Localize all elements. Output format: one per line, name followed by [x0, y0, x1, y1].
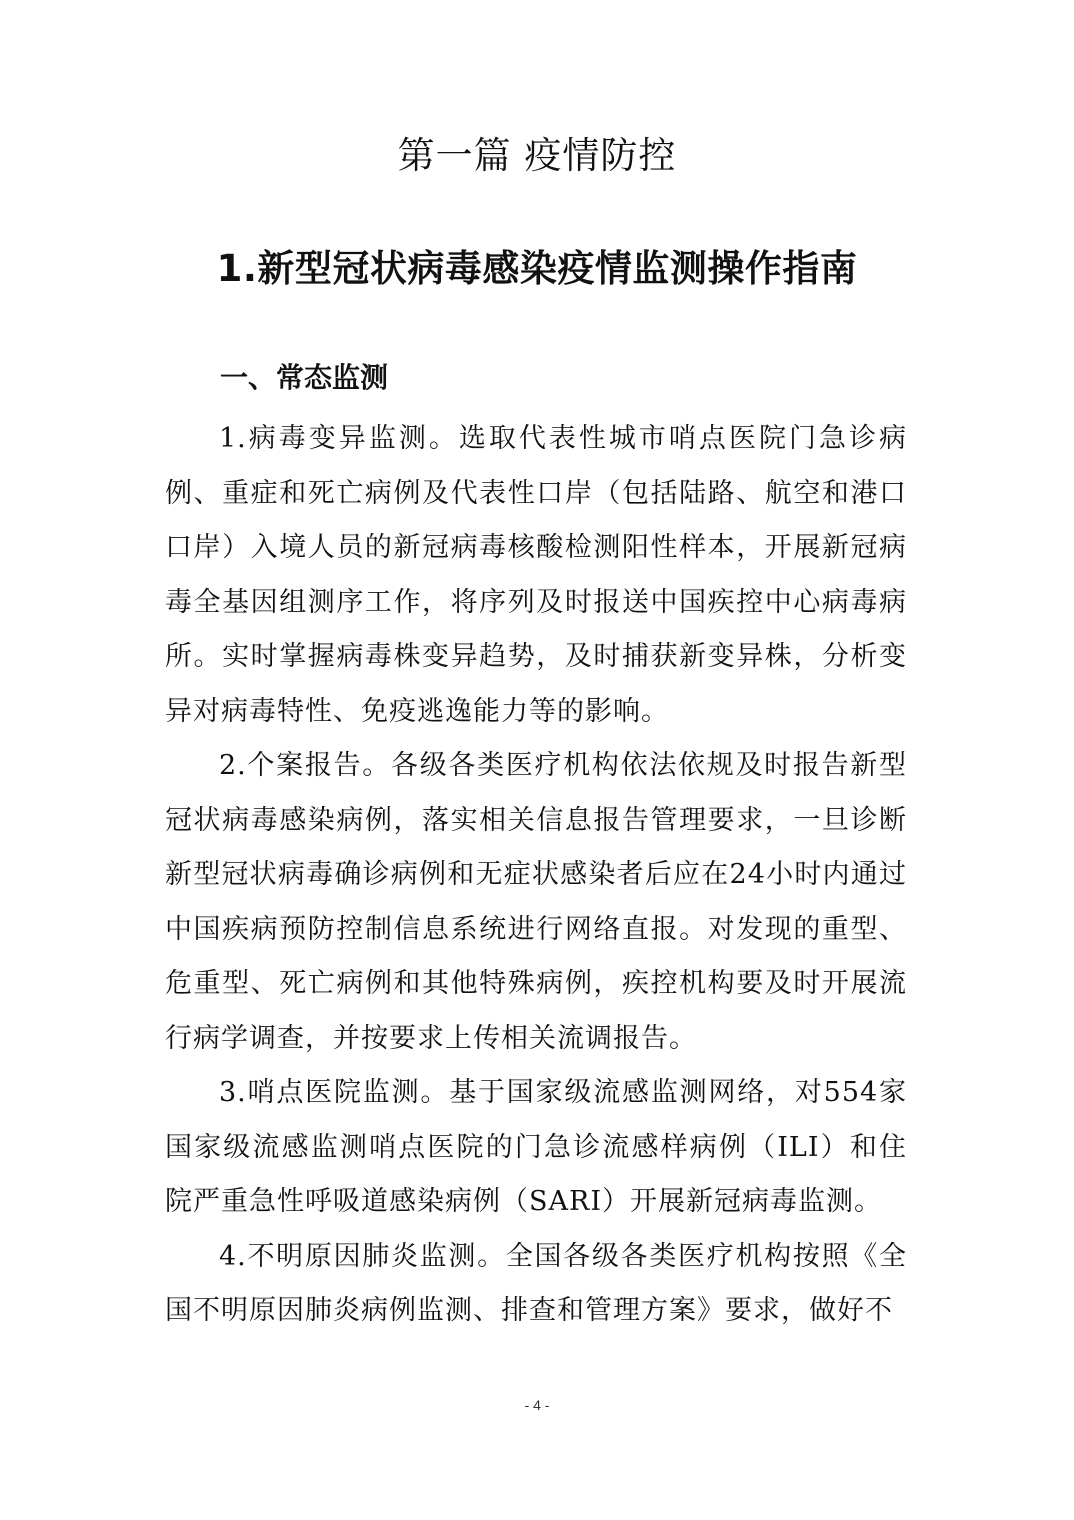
paragraph-case-reporting: 2.个案报告。各级各类医疗机构依法依规及时报告新型冠状病毒感染病例，落实相关信息报告管理要求，一旦诊断新型冠状病毒确诊病例和无症状感染者后应在24小时内通过中国疾病预防控制信息系统进行网络直报。对发现的重型、危重型、死亡病例和其他特殊病例，疾控机构要及时开展流行病学调查，并按要求上传相关流调报告。 [165, 750, 907, 1054]
page-number: - 4 - [524, 1397, 550, 1413]
paragraph-sentinel-hospital-monitoring: 3.哨点医院监测。基于国家级流感监测网络，对554家国家级流感监测哨点医院的门急诊流感样病例（ILI）和住院严重急性呼吸道感染病例（SARI）开展新冠病毒监测。 [165, 1077, 907, 1217]
body-text [165, 412, 907, 1339]
chapter-title: 1.新型冠状病毒感染疫情监测操作指南 [216, 247, 858, 290]
section-heading: 一、常态监测 [220, 361, 389, 394]
paragraph-unexplained-pneumonia-monitoring: 4.不明原因肺炎监测。全国各级各类医疗机构按照《全国不明原因肺炎病例监测、排查和管理方案》要求，做好不 [165, 1240, 907, 1326]
paragraph-virus-variant-monitoring: 1.病毒变异监测。选取代表性城市哨点医院门急诊病例、重症和死亡病例及代表性口岸（包括陆路、航空和港口口岸）入境人员的新冠病毒核酸检测阳性样本，开展新冠病毒全基因组测序工作，将序列及时报送中国疾控中心病毒病所。实时掌握病毒株变异趋势，及时捕获新变异株，分析变异对病毒特性、免疫逃逸能力等的影响。 [165, 423, 907, 727]
part-title: 第一篇 疫情防控 [397, 134, 677, 177]
